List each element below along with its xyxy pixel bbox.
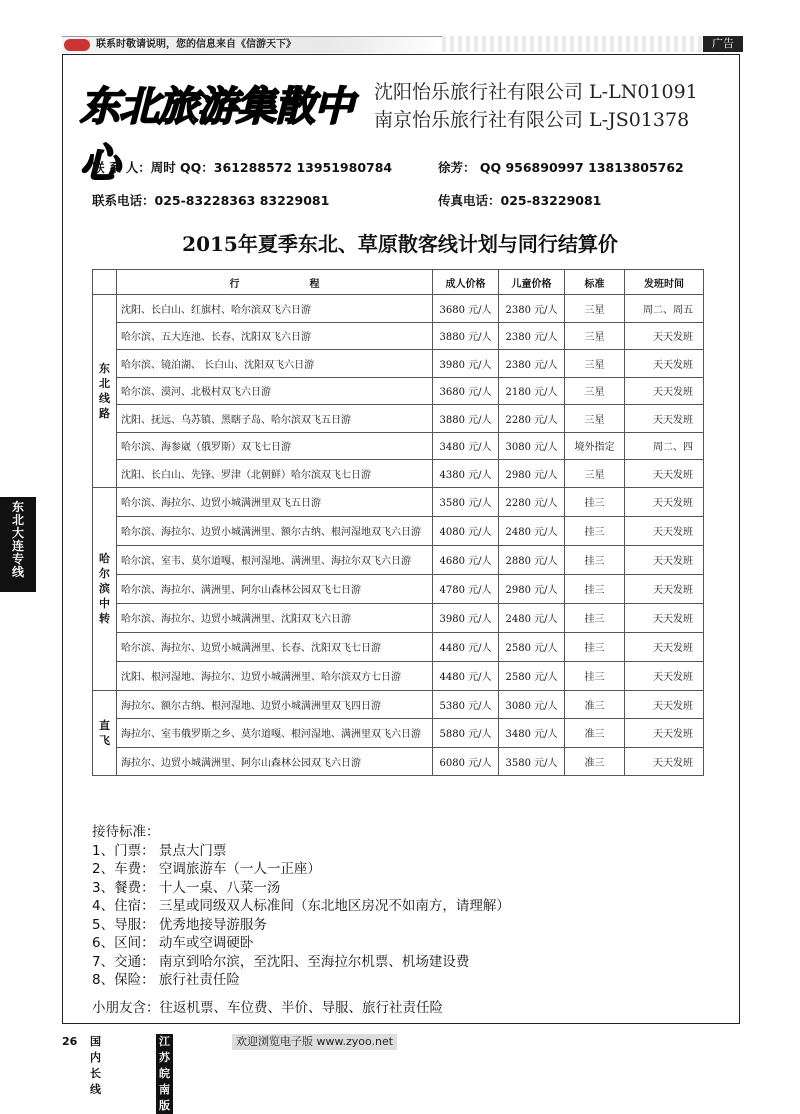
table-header-route: 行 程 xyxy=(117,270,433,295)
table-row xyxy=(93,377,704,405)
route-cell: 海拉尔、边贸小城满洲里、阿尔山森林公园双飞六日游 xyxy=(117,747,433,776)
route-cell: 哈尔滨、镜泊湖、 长白山、沈阳双飞六日游 xyxy=(117,350,433,378)
adult-price-cell: 3880 元/人 xyxy=(433,405,499,433)
standard-item: 3、餐费： 十人一桌、八菜一汤 xyxy=(92,879,281,896)
route-cell: 沈阳、根河湿地、海拉尔、边贸小城满洲里、哈尔滨双方七日游 xyxy=(117,661,433,690)
table-row xyxy=(93,295,704,323)
route-cell: 哈尔滨、海拉尔、边贸小城满洲里双飞五日游 xyxy=(117,487,433,516)
schedule-cell: 天天发班 xyxy=(625,350,704,378)
top-info-bar xyxy=(62,36,442,53)
standard-cell: 挂三 xyxy=(565,545,625,574)
standard-item: 6、区间： 动车或空调硬卧 xyxy=(92,935,254,951)
page-number: 26 xyxy=(62,1035,78,1048)
route-cell: 海拉尔、额尔古纳、根河湿地、边贸小城满洲里双飞四日游 xyxy=(117,690,433,719)
schedule-cell: 天天发班 xyxy=(625,690,704,719)
table-row xyxy=(93,574,704,603)
adult-price-cell: 3980 元/人 xyxy=(433,350,499,378)
service-standards xyxy=(92,823,510,990)
publisher-logo xyxy=(64,39,90,51)
adult-price-cell: 4480 元/人 xyxy=(433,661,499,690)
schedule-cell: 天天发班 xyxy=(625,516,704,545)
table-header-standard: 标准 xyxy=(565,270,625,295)
table-row xyxy=(93,747,704,776)
table-row xyxy=(93,690,704,719)
adult-price-cell: 4480 元/人 xyxy=(433,632,499,661)
child-price-cell: 2580 元/人 xyxy=(499,632,565,661)
route-cell: 哈尔滨、海拉尔、满洲里、阿尔山森林公园双飞七日游 xyxy=(117,574,433,603)
standard-cell: 三星 xyxy=(565,322,625,350)
adult-price-cell: 3880 元/人 xyxy=(433,322,499,350)
route-cell: 哈尔滨、室韦、莫尔道嘎、根河湿地、满洲里、海拉尔双飞六日游 xyxy=(117,545,433,574)
standard-item: 5、导服： 优秀地接导游服务 xyxy=(92,916,267,933)
standard-cell: 三星 xyxy=(565,295,625,323)
schedule-cell: 天天发班 xyxy=(625,747,704,776)
route-cell: 沈阳、抚远、乌苏镇、黑瞎子岛、哈尔滨双飞五日游 xyxy=(117,405,433,433)
edition-badge: 江苏皖南版 xyxy=(156,1034,173,1114)
standard-cell: 境外指定 xyxy=(565,432,625,460)
schedule-cell: 天天发班 xyxy=(625,322,704,350)
website-link[interactable]: 欢迎浏览电子版 www.zyoo.net xyxy=(232,1034,397,1050)
table-row xyxy=(93,603,704,632)
table-row xyxy=(93,487,704,516)
standard-item: 7、交通： 南京到哈尔滨，至沈阳、至海拉尔机票、机场建设费 xyxy=(92,953,470,970)
adult-price-cell: 3580 元/人 xyxy=(433,487,499,516)
standard-cell: 挂三 xyxy=(565,516,625,545)
table-row xyxy=(93,405,704,433)
schedule-cell: 天天发班 xyxy=(625,632,704,661)
table-row xyxy=(93,661,704,690)
standard-cell: 三星 xyxy=(565,405,625,433)
side-tab xyxy=(0,497,36,592)
standard-cell: 挂三 xyxy=(565,661,625,690)
standard-cell: 挂三 xyxy=(565,632,625,661)
page-title: 2015年夏季东北、草原散客线计划与同行结算价 xyxy=(182,232,618,256)
child-price-cell: 2480 元/人 xyxy=(499,603,565,632)
schedule-cell: 天天发班 xyxy=(625,661,704,690)
route-cell: 哈尔滨、五大连池、长春、沈阳双飞六日游 xyxy=(117,322,433,350)
route-cell: 哈尔滨、海参崴（俄罗斯）双飞七日游 xyxy=(117,432,433,460)
standard-item: 2、车费： 空调旅游车（一人一正座） xyxy=(92,861,321,877)
child-price-cell: 3080 元/人 xyxy=(499,690,565,719)
child-price-cell: 2380 元/人 xyxy=(499,322,565,350)
route-cell: 海拉尔、室韦俄罗斯之乡、莫尔道嘎、根河湿地、满洲里双飞六日游 xyxy=(117,719,433,748)
kids-inclusion: 小朋友含：往返机票、车位费、半价、导服、旅行社责任险 xyxy=(92,1000,443,1016)
contact-phone: 联系电话：025-83228363 83229081 xyxy=(92,193,330,208)
table-row xyxy=(93,719,704,748)
adult-price-cell: 5380 元/人 xyxy=(433,690,499,719)
standard-cell: 准三 xyxy=(565,719,625,748)
adult-price-cell: 6080 元/人 xyxy=(433,747,499,776)
table-row xyxy=(93,545,704,574)
standard-cell: 挂三 xyxy=(565,603,625,632)
adult-price-cell: 4080 元/人 xyxy=(433,516,499,545)
schedule-cell: 周二、四 xyxy=(625,432,704,460)
table-header-adult: 成人价格 xyxy=(433,270,499,295)
schedule-cell: 天天发班 xyxy=(625,545,704,574)
route-category: 直 飞 xyxy=(93,690,117,776)
route-cell: 哈尔滨、漠河、北极村双飞六日游 xyxy=(117,377,433,405)
child-price-cell: 2280 元/人 xyxy=(499,405,565,433)
schedule-cell: 天天发班 xyxy=(625,377,704,405)
ad-tag: 广告 xyxy=(703,36,743,52)
child-price-cell: 3080 元/人 xyxy=(499,432,565,460)
route-cell: 哈尔滨、海拉尔、边贸小城满洲里、额尔古纳、根河湿地双飞六日游 xyxy=(117,516,433,545)
company-name-1: 沈阳怡乐旅行社有限公司 L-LN01091 xyxy=(374,81,698,103)
adult-price-cell: 3680 元/人 xyxy=(433,377,499,405)
table-row xyxy=(93,432,704,460)
child-price-cell: 2580 元/人 xyxy=(499,661,565,690)
table-row xyxy=(93,632,704,661)
schedule-cell: 天天发班 xyxy=(625,460,704,488)
standard-item: 4、住宿： 三星或同级双人标准间（东北地区房况不如南方，请理解） xyxy=(92,898,510,914)
table-header-row xyxy=(93,270,704,295)
standard-cell: 三星 xyxy=(565,377,625,405)
child-price-cell: 2880 元/人 xyxy=(499,545,565,574)
standard-cell: 准三 xyxy=(565,747,625,776)
standard-cell: 挂三 xyxy=(565,574,625,603)
child-price-cell: 3580 元/人 xyxy=(499,747,565,776)
table-row xyxy=(93,460,704,488)
standard-cell: 准三 xyxy=(565,690,625,719)
adult-price-cell: 5880 元/人 xyxy=(433,719,499,748)
decorative-pattern xyxy=(442,36,702,52)
route-category: 东 北 线 路 xyxy=(93,295,117,488)
schedule-cell: 天天发班 xyxy=(625,719,704,748)
adult-price-cell: 3680 元/人 xyxy=(433,295,499,323)
price-table xyxy=(92,269,704,776)
schedule-cell: 天天发班 xyxy=(625,487,704,516)
contact-person-2: 徐芳： QQ 956890997 13813805762 xyxy=(438,160,684,175)
schedule-cell: 周二、周五 xyxy=(625,295,704,323)
company-block xyxy=(374,78,698,134)
contact-person: 联 系 人：周时 QQ：361288572 13951980784 xyxy=(92,160,393,175)
table-header-child: 儿童价格 xyxy=(499,270,565,295)
route-cell: 沈阳、长白山、先锋、罗津（北朝鲜）哈尔滨双飞七日游 xyxy=(117,460,433,488)
route-cell: 沈阳、长白山、红旗村、哈尔滨双飞六日游 xyxy=(117,295,433,323)
child-price-cell: 3480 元/人 xyxy=(499,719,565,748)
table-row xyxy=(93,516,704,545)
table-header-schedule: 发班时间 xyxy=(625,270,704,295)
child-price-cell: 2380 元/人 xyxy=(499,350,565,378)
child-price-cell: 2480 元/人 xyxy=(499,516,565,545)
top-info-text: 联系时敬请说明，您的信息来自《信游天下》 xyxy=(96,39,296,50)
standard-item: 1、门票： 景点大门票 xyxy=(92,842,227,859)
child-price-cell: 2380 元/人 xyxy=(499,295,565,323)
table-row xyxy=(93,322,704,350)
table-header-blank xyxy=(93,270,117,295)
adult-price-cell: 3480 元/人 xyxy=(433,432,499,460)
standards-heading: 接待标准： xyxy=(92,824,160,840)
child-price-cell: 2980 元/人 xyxy=(499,574,565,603)
table-row xyxy=(93,350,704,378)
standard-cell: 三星 xyxy=(565,350,625,378)
child-price-cell: 2280 元/人 xyxy=(499,487,565,516)
child-price-cell: 2180 元/人 xyxy=(499,377,565,405)
adult-price-cell: 4680 元/人 xyxy=(433,545,499,574)
schedule-cell: 天天发班 xyxy=(625,603,704,632)
standard-cell: 三星 xyxy=(565,460,625,488)
route-cell: 哈尔滨、海拉尔、边贸小城满洲里、长春、沈阳双飞七日游 xyxy=(117,632,433,661)
schedule-cell: 天天发班 xyxy=(625,405,704,433)
side-tab-label: 东 北 大 连 专 线 xyxy=(11,500,24,579)
schedule-cell: 天天发班 xyxy=(625,574,704,603)
route-category: 哈 尔 滨 中 转 xyxy=(93,487,117,690)
child-price-cell: 2980 元/人 xyxy=(499,460,565,488)
contact-fax: 传真电话：025-83229081 xyxy=(438,193,602,208)
brand-name: 东北旅游集散中心 xyxy=(80,83,353,187)
route-cell: 哈尔滨、海拉尔、边贸小城满洲里、沈阳双飞六日游 xyxy=(117,603,433,632)
section-name: 国内长线 xyxy=(90,1035,101,1096)
standard-cell: 挂三 xyxy=(565,487,625,516)
adult-price-cell: 4380 元/人 xyxy=(433,460,499,488)
standard-item: 8、保险： 旅行社责任险 xyxy=(92,972,240,988)
adult-price-cell: 3980 元/人 xyxy=(433,603,499,632)
adult-price-cell: 4780 元/人 xyxy=(433,574,499,603)
company-name-2: 南京怡乐旅行社有限公司 L-JS01378 xyxy=(374,109,690,131)
